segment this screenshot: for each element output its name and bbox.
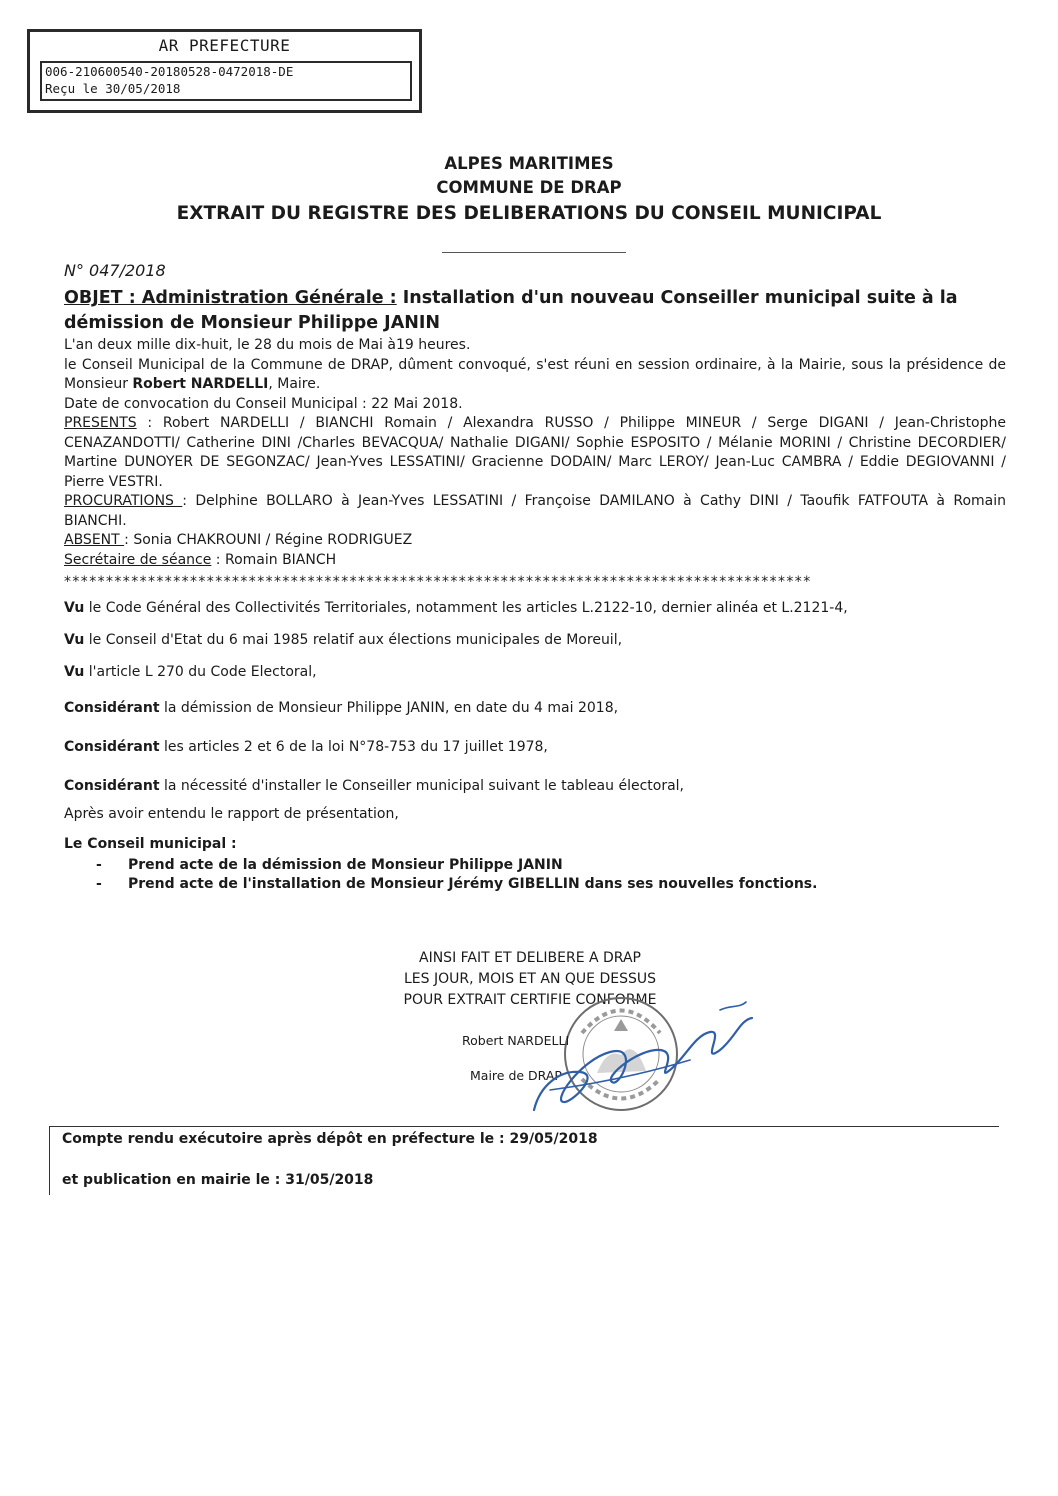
decision-text: Prend acte de la démission de Monsieur Philippe JANIN	[128, 857, 563, 873]
secretary-label: Secrétaire de séance	[64, 551, 212, 568]
certification-line: LES JOUR, MOIS ET AN QUE DESSUS	[403, 971, 656, 987]
recital-item	[64, 700, 618, 716]
recital-lead: Vu	[64, 600, 85, 616]
separator-stars: *****************************************************************************************	[64, 574, 812, 590]
mayor-name: Robert NARDELLI	[132, 376, 269, 392]
recital-item	[64, 778, 684, 794]
bullet-dash: -	[96, 876, 102, 892]
certification-line: AINSI FAIT ET DELIBERE A DRAP	[419, 950, 641, 966]
recital-text: l'article L 270 du Code Electoral,	[84, 664, 317, 680]
ar-stamp-reference: 006-210600540-20180528-0472018-DE	[45, 64, 294, 79]
procurations-label: PROCURATIONS	[64, 493, 183, 509]
document-header	[0, 152, 1058, 228]
decision-item	[96, 857, 563, 873]
ar-stamp-received: Reçu le 30/05/2018	[45, 81, 181, 96]
preamble-session-text: le Conseil Municipal de la Commune de DRAP, dûment convoqué, s'est réuni en session ordinaire, à la Mairie, sous la présidence de Monsieur	[64, 356, 1006, 392]
council-label: Le Conseil municipal :	[64, 836, 237, 852]
procurations-list	[64, 492, 1006, 531]
presents-list	[64, 414, 1006, 492]
recital-lead: Considérant	[64, 739, 160, 755]
recital-item	[64, 806, 399, 822]
signatory-name: Robert NARDELLI	[462, 1033, 570, 1048]
header-register-title: EXTRAIT DU REGISTRE DES DELIBERATIONS DU CONSEIL MUNICIPAL	[176, 203, 882, 224]
preamble-session-end: , Maire.	[268, 376, 321, 392]
recital-lead: Vu	[64, 664, 85, 680]
presents-label: PRESENTS	[64, 415, 137, 431]
recital-item	[64, 664, 317, 680]
absent-list	[64, 531, 1006, 551]
decision-item	[96, 876, 817, 892]
deliberation-subject	[64, 286, 964, 336]
footer-publication: et publication en mairie le : 31/05/2018	[62, 1172, 374, 1188]
secretary-name: : Romain BIANCH	[211, 551, 337, 568]
recital-text: le Code Général des Collectivités Territoriales, notamment les articles L.2122-10, dernier alinéa et L.2121-4,	[84, 600, 848, 616]
recital-item	[64, 600, 848, 616]
recital-text: les articles 2 et 6 de la loi N°78-753 du 17 juillet 1978,	[159, 739, 548, 755]
ar-stamp-title: AR PREFECTURE	[158, 36, 291, 55]
deliberation-number: N° 047/2018	[64, 261, 166, 280]
bullet-dash: -	[96, 857, 102, 873]
preamble-date: L'an deux mille dix-huit, le 28 du mois de Mai à19 heures.	[64, 337, 471, 353]
header-divider	[442, 252, 626, 253]
recital-item	[64, 739, 548, 755]
footer-prefecture-deposit: Compte rendu exécutoire après dépôt en préfecture le : 29/05/2018	[62, 1131, 598, 1147]
recital-text: Après avoir entendu le rapport de présentation,	[64, 806, 399, 822]
presents-names: : Robert NARDELLI / BIANCHI Romain / Alexandra RUSSO / Philippe MINEUR / Serge DIGANI / Jean-Christophe CENAZANDOTTI/ Catherine DINI /Charles BEVACQUA/ Nathalie DIGANI/ Sophie ESPOSITO / Mélanie MORINI / Christine DECORDIER/ Martine DUNOYER DE SEGONZAC/ Jean-Yves LESSATINI/ Gracienne DODAIN/ Marc LEROY/ Jean-Luc CAMBRA / Eddie DEGIOVANNI / Pierre VESTRI.	[64, 415, 1006, 490]
recital-lead: Vu	[64, 632, 85, 648]
ar-stamp-inner-box	[40, 61, 412, 101]
secretary-line	[64, 551, 1006, 571]
recital-lead: Considérant	[64, 778, 160, 794]
recital-text: le Conseil d'Etat du 6 mai 1985 relatif aux élections municipales de Moreuil,	[84, 632, 623, 648]
subject-text: Installation d'un nouveau Conseiller municipal suite à la démission de Monsieur Philippe JANIN	[64, 288, 958, 333]
recital-text: la nécessité d'installer le Conseiller municipal suivant le tableau électoral,	[159, 778, 685, 794]
recital-lead: Considérant	[64, 700, 160, 716]
absent-label: ABSENT	[64, 532, 125, 548]
recital-item	[64, 632, 622, 648]
absent-names: : Sonia CHAKROUNI / Régine RODRIGUEZ	[124, 532, 413, 548]
ar-prefecture-stamp	[27, 29, 422, 113]
decision-text: Prend acte de l'installation de Monsieur Jérémy GIBELLIN dans ses nouvelles fonctions.	[128, 876, 818, 892]
header-commune: COMMUNE DE DRAP	[436, 178, 622, 197]
preamble-block	[64, 336, 1006, 570]
header-department: ALPES MARITIMES	[444, 154, 614, 173]
convocation-date: Date de convocation du Conseil Municipal : 22 Mai 2018.	[64, 395, 463, 412]
recital-text: la démission de Monsieur Philippe JANIN, en date du 4 mai 2018,	[159, 700, 619, 716]
certification-line: POUR EXTRAIT CERTIFIE CONFORME	[403, 992, 657, 1008]
handwritten-signature	[520, 990, 755, 1120]
signatory-role: Maire de DRAP	[470, 1068, 562, 1083]
preamble-session	[64, 356, 1006, 395]
subject-label: OBJET : Administration Générale :	[64, 288, 397, 308]
procurations-names: : Delphine BOLLARO à Jean-Yves LESSATINI / Françoise DAMILANO à Cathy DINI / Taoufik FATFOUTA à Romain BIANCHI.	[64, 493, 1006, 529]
